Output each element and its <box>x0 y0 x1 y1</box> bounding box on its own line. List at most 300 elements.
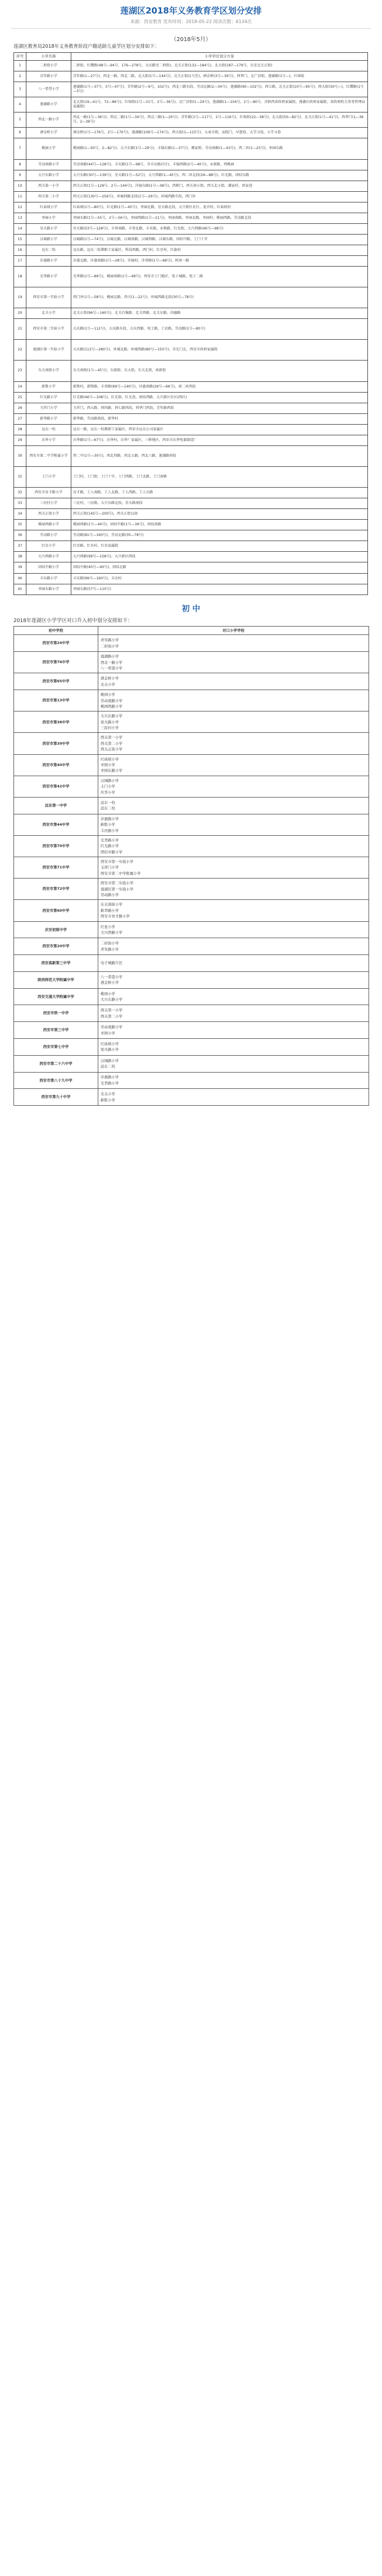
feeder-list <box>98 652 369 673</box>
table-row <box>14 530 368 541</box>
school-name: 庆华小学 <box>26 435 71 445</box>
table-row <box>14 541 368 552</box>
middle-school-name: 西安市第65中学 <box>14 673 98 690</box>
middle-school-name: 西安交通大学附属中学 <box>14 988 98 1005</box>
row-number: 38 <box>14 552 26 562</box>
zone-description: 庆华路(1号—67号)，庆华村，庆华厂家属区，三桥地区，西安市庆华电器制造厂 <box>71 435 368 445</box>
middle-school-name: 西安市第72中学 <box>14 879 98 900</box>
zone-description: 西关正街(1号—129号，2号—144号)，沣镐东路(1号—38号)，西梢门，西关南小街，西关北小街，潘家村，雷家巷 <box>71 181 368 191</box>
feeder-school: 沣惠路小学 <box>101 1075 119 1080</box>
middle-school-name: 远东第一中学 <box>14 797 98 814</box>
table-row <box>14 938 369 955</box>
table-row <box>14 234 368 245</box>
middle-school-name: 西安市第40中学 <box>14 754 98 776</box>
table-row <box>14 1072 369 1089</box>
feeder-school: 西安市第一实验小学 <box>101 859 134 864</box>
feeder-list <box>98 673 369 690</box>
middle-section-heading: 初 中 <box>181 604 201 614</box>
row-number: 8 <box>14 159 26 170</box>
feeder-school: 二府街小学 <box>101 941 119 946</box>
feeder-list <box>98 879 369 900</box>
zone-description: 大兴西路(99号—158号)，大兴新区西段 <box>71 552 368 562</box>
feeder-list <box>98 754 369 776</box>
table-row <box>14 562 368 573</box>
feeder-school: 土门小学 <box>101 784 115 789</box>
table-row <box>14 988 369 1005</box>
row-number: 37 <box>14 541 26 552</box>
feeder-school: 洒金桥小学 <box>101 676 119 681</box>
row-number: 30 <box>14 445 26 466</box>
zone-description: 玉祥门，西五路，西四路，西七路西段，西华门西段，青年路西段 <box>71 403 368 413</box>
table-row <box>14 488 368 498</box>
zone-description: 新华路，劳动路南段，新华村 <box>71 413 368 424</box>
table-row <box>14 879 369 900</box>
feeder-school: 桃园西路小学 <box>101 704 122 709</box>
zone-description: 枣园东路(57号—110号) <box>71 584 368 595</box>
middle-school-name: 西安市铁一中学 <box>14 1005 98 1022</box>
row-number: 4 <box>14 97 26 112</box>
feeder-school: 红光路小学 <box>101 844 119 849</box>
table-row <box>14 381 368 392</box>
feeder-school: 光华路小学 <box>101 837 119 843</box>
feeder-school: 西安市第二中学附属小学 <box>101 871 141 876</box>
school-name: 红星小学 <box>26 541 71 552</box>
zone-description: 新胜村，新胜路，丰登路(69号—140号)，沣惠南路(29号—66号)，南二环西段 <box>71 381 368 392</box>
school-name: 丰庆路小学 <box>26 573 71 584</box>
feeder-list <box>98 835 369 857</box>
zone-description: 西二中(1号—30号)，西北四路，西北五路，西北六路，莲湖路西段 <box>71 445 368 466</box>
table-row <box>14 413 368 424</box>
row-number: 27 <box>14 413 26 424</box>
middle-school-name: 西安市第76中学 <box>14 652 98 673</box>
middle-school-name: 西安市第20中学 <box>14 938 98 955</box>
row-number: 1 <box>14 60 26 71</box>
feeder-school: 远东二校 <box>101 806 115 811</box>
zone-description: 北大街(19—41号，72—86号)，红埠街(1号—31号，2号—36号)，北广济街(1—29号)，莲湖路(1—104号，2号—80号，含陕西省政府家属院、莲湖区政府家属院、省政府机关事务管理局家属院) <box>71 97 368 112</box>
table-row <box>14 287 368 308</box>
school-name: 二府街小学 <box>26 60 71 71</box>
table-row <box>14 498 368 509</box>
feeder-school: 沣惠路小学 <box>101 816 119 821</box>
table-row <box>14 1005 369 1022</box>
row-number: 24 <box>14 381 26 392</box>
table-row <box>14 319 368 340</box>
feeder-school: 远东二校 <box>101 1064 115 1069</box>
row-number: 18 <box>14 267 26 287</box>
feeder-school: 大兴东路小学 <box>101 997 122 1002</box>
school-name: 洒金桥小学 <box>26 128 71 138</box>
table-row <box>14 673 369 690</box>
feeder-school: 西安市育才路小学 <box>101 914 130 919</box>
feeder-list <box>98 814 369 835</box>
feeder-school: 二府街小学 <box>101 643 119 648</box>
zone-description: 西北一路(1号—36号)，西北二路(1号—34号)，西北三路(1—20号)，青年路(1号—117号，2号—116号)，红埠街(22—38号)，北大街(50—82号)，北关正街(1号—41号)，西华门(1—36号，2—36号) <box>71 112 368 128</box>
table-row <box>14 213 368 223</box>
row-number: 23 <box>14 361 26 381</box>
school-name: 红庙坡小学 <box>26 202 71 213</box>
feeder-school: 汉城路小学 <box>101 1058 119 1063</box>
row-number: 6 <box>14 128 26 138</box>
school-name: 北关小学 <box>26 308 71 319</box>
primary-zone-table <box>13 52 368 595</box>
row-number: 34 <box>14 509 26 520</box>
table-row <box>14 814 369 835</box>
feeder-school: 桃园小学 <box>101 692 115 697</box>
primary-header-row <box>14 53 368 60</box>
school-name: 沣惠路小学 <box>26 256 71 267</box>
table-row <box>14 733 369 754</box>
feeder-list <box>98 1055 369 1072</box>
feeder-school: 枣园东路小学 <box>101 768 122 773</box>
school-name: 西安市第一实验小学 <box>26 287 71 308</box>
feeder-school: 团结中路小学 <box>101 849 122 854</box>
table-row <box>14 223 368 234</box>
table-row <box>14 652 369 673</box>
middle-school-name: 西安市第24中学 <box>14 635 98 652</box>
row-number: 9 <box>14 170 26 181</box>
feeder-school: 洒金桥小学 <box>101 980 119 985</box>
school-name: 红光路小学 <box>26 392 71 403</box>
zone-description: 团结中路(40号—90号)，团结北路 <box>71 562 368 573</box>
feeder-school: 西北一路小学 <box>101 660 122 665</box>
table-row <box>14 128 368 138</box>
row-number: 35 <box>14 520 26 530</box>
feeder-list <box>98 988 369 1005</box>
zone-description: 大庆路(1号—112号)，大庆路东段，大庆西路，电工路，工农路，劳动路(1号—80号) <box>71 319 368 340</box>
row-number: 16 <box>14 245 26 256</box>
middle-zone-table <box>13 626 369 1106</box>
date-line: （2018年5月） <box>171 37 211 43</box>
table-row <box>14 82 368 97</box>
feeder-list <box>98 971 369 988</box>
table-row <box>14 112 368 128</box>
feeder-school: 星火路小学 <box>101 1047 119 1052</box>
row-number: 13 <box>14 213 26 223</box>
school-name: 劳动南路小学 <box>26 159 71 170</box>
row-number: 20 <box>14 308 26 319</box>
middle-school-name: 西安市第70中学 <box>14 835 98 857</box>
table-row <box>14 138 368 159</box>
school-name: 大兴东路小学 <box>26 170 71 181</box>
row-number: 22 <box>14 340 26 361</box>
feeder-school: 新胜小学 <box>101 822 115 827</box>
feeder-school: 红星小学 <box>101 924 115 929</box>
table-row <box>14 1055 369 1072</box>
row-number: 19 <box>14 287 26 308</box>
school-name: 东关南街小学 <box>26 361 71 381</box>
zone-description: 劳动路(81号—160号)，劳动北路(35—78号) <box>71 530 368 541</box>
header-school: 小学名称 <box>26 53 71 60</box>
zone-description: 北关正街(96号—160号)，北关自强路，北关西路，北关东路，尚德路 <box>71 308 368 319</box>
feeder-school: 新华路小学 <box>101 908 119 913</box>
feeder-list <box>98 900 369 921</box>
feeder-list <box>98 857 369 879</box>
school-name: 西安市第二中学附属小学 <box>26 445 71 466</box>
zone-description: 土门村，土门街，土门十字，土门西路，土门北路，土门南路 <box>71 466 368 487</box>
school-name: 桃园小学 <box>26 138 71 159</box>
feeder-list <box>98 635 369 652</box>
school-name: 光华路小学 <box>26 267 71 287</box>
zone-description: 大兴东路(30号—139号)，星火路(1号—52号)，大兴西路(1—45号)，西二环北段(26—88号)，红光路，团结东路 <box>71 170 368 181</box>
feeder-school: 玉祥门小学 <box>101 865 119 870</box>
row-number: 5 <box>14 112 26 128</box>
article-meta: 来源：西安教育 发布时间：2018-05-22 阅读次数：6134次 <box>11 19 371 29</box>
lead-paragraph: 莲湖区教育局2018年义务教育阶段户籍适龄儿童学区划分安排如下： <box>13 44 160 49</box>
feeder-school: 青年路小学 <box>101 947 119 952</box>
table-row <box>14 466 368 487</box>
middle-school-name: 西安市第13中学 <box>14 690 98 711</box>
feeder-school: 北关小学 <box>101 682 115 687</box>
table-row <box>14 403 368 413</box>
feeder-list <box>98 921 369 938</box>
table-row <box>14 424 368 435</box>
table-row <box>14 552 368 562</box>
middle-school-name: 西安市第42中学 <box>14 776 98 797</box>
school-name: 劳动路小学 <box>26 530 71 541</box>
feeder-school: 西关正街小学 <box>101 747 122 752</box>
zone-description: 育才路，工人南路，工人北路，工人西路，工人东路 <box>71 488 368 498</box>
feeder-school: 枣园小学 <box>101 763 115 768</box>
school-name: 星火路小学 <box>26 223 71 234</box>
middle-school-name: 陕西师范大学附属中学 <box>14 971 98 988</box>
school-name: 莲湖区第一实验小学 <box>26 340 71 361</box>
row-number: 2 <box>14 71 26 82</box>
school-name: 西北一路小学 <box>26 112 71 128</box>
table-row <box>14 584 368 595</box>
middle-school-name: 西安市第60中学 <box>14 900 98 921</box>
table-row <box>14 797 369 814</box>
school-name: 远东一校 <box>26 424 71 435</box>
school-name: 土门小学 <box>26 466 71 487</box>
school-name: 汉城路小学 <box>26 234 71 245</box>
school-name: 三民村小学 <box>26 498 71 509</box>
feeder-list <box>98 733 369 754</box>
zone-description: 桃园西路(1号—44号)，团结中路(1号—39号)，团结南路 <box>71 520 368 530</box>
zone-description: 枣园东路(1号—55号，2号—56号)，枣园西路(1号—21号)，枣园南路，枣园北路，枣园村，桃园西路，劳动路北段 <box>71 213 368 223</box>
row-number: 3 <box>14 82 26 97</box>
school-name: 西关第一小学 <box>26 181 71 191</box>
table-row <box>14 435 368 445</box>
feeder-list <box>98 711 369 733</box>
feeder-school: 八一希望小学 <box>101 974 122 979</box>
school-name: 新华路小学 <box>26 413 71 424</box>
row-number: 32 <box>14 488 26 498</box>
table-row <box>14 1022 369 1039</box>
zone-description: 西门外(1号—58号)，桃园北路，西关(1—22号)，环城西路北段(30号—78号) <box>71 287 368 308</box>
middle-school-name: 西安市第九十中学 <box>14 1089 98 1106</box>
zone-description: 丰庆路(99号—160号)，丰庆村 <box>71 573 368 584</box>
row-number: 12 <box>14 202 26 213</box>
feeder-school: 桃园小学 <box>101 991 115 996</box>
article <box>0 0 382 1106</box>
table-row <box>14 361 368 381</box>
zone-description: 洒金桥(1号—176号，2号—170号)，莲湖路(106号—174号)，西大街(1—115号)，大麦市街，贡院门，早慈巷，大学习巷，小学习巷 <box>71 128 368 138</box>
feeder-school: 北关小学 <box>101 1092 115 1097</box>
row-number: 25 <box>14 392 26 403</box>
table-row <box>14 202 368 213</box>
feeder-list <box>98 938 369 955</box>
feeder-school: 八一希望小学 <box>101 665 122 670</box>
zone-description: 青年路(1—27号)，西北一路，西北二路，北大街(1号—144号)，北关正街(1号至)，洒金桥(3号—39号)，西华门，北广济街，莲湖路(1号—)，红埠街 <box>71 71 368 82</box>
middle-school-name: 西安市第71中学 <box>14 857 98 879</box>
row-number: 41 <box>14 584 26 595</box>
table-row <box>14 267 368 287</box>
table-row <box>14 60 368 71</box>
feeder-school: 汉城路小学 <box>101 778 119 783</box>
feeder-list <box>98 1072 369 1089</box>
feeder-school: 西关第一小学 <box>101 1008 122 1013</box>
zone-description: 沣惠北路，沣惠南路(1号—28号)，沣镐村，沣登路(1号—68号)，阿房一路 <box>71 256 368 267</box>
feeder-school: 星火路小学 <box>101 719 119 724</box>
middle-header-row <box>14 626 369 635</box>
feeder-school: 丰庆路小学 <box>101 828 119 833</box>
feeder-list <box>98 1022 369 1039</box>
school-name: 八一希望小学 <box>26 82 71 97</box>
feeder-school: 大兴西路小学 <box>101 930 122 935</box>
table-row <box>14 1089 369 1106</box>
row-number: 36 <box>14 530 26 541</box>
feeder-school: 东关南街小学 <box>101 902 122 907</box>
zone-description: 二府街，红缨路(48号—94号、176—278号，大庆路至二府街)，北关正街(132—184号)，北大街(187—179号，东至北关正街) <box>71 60 368 71</box>
feeder-school: 青年路小学 <box>101 638 119 643</box>
feeder-school: 电子城路片区 <box>101 961 122 966</box>
school-name: 西安市育才路小学 <box>26 488 71 498</box>
feeder-school: 西关第一小学 <box>101 735 122 740</box>
zone-description: 远东路，远东二校教职工家属区，科技西路，西门村，红星村，红旗村 <box>71 245 368 256</box>
table-row <box>14 509 368 520</box>
school-name: 西关第二小学 <box>26 191 71 202</box>
middle-section-sub: 2018年莲湖区小学学区对口升入初中划分安排如下： <box>13 618 133 624</box>
zone-description: 西关正街(130号—256号)，环城西路北段(1号—29号)，环城西路中段，西门外 <box>71 191 368 202</box>
feeder-school: 远东一校 <box>101 800 115 805</box>
header-middle-zone: 对口小学学校 <box>98 626 369 635</box>
school-name: 大兴西路小学 <box>26 552 71 562</box>
feeder-school: 西关第二小学 <box>101 741 122 746</box>
feeder-list <box>98 1038 369 1055</box>
table-row <box>14 955 369 972</box>
zone-description: 星火路(53号—128号)，丰登南路，丰登北路，丰禾路，永和路，红光街，大兴西路(46号—98号) <box>71 223 368 234</box>
row-number: 39 <box>14 562 26 573</box>
table-row <box>14 170 368 181</box>
row-number: 33 <box>14 498 26 509</box>
middle-school-name: 庆安初级中学 <box>14 921 98 938</box>
zone-description: 西关正街(145号—200号)，西关正街以南 <box>71 509 368 520</box>
school-name: 青年路小学 <box>26 71 71 82</box>
table-row <box>14 835 369 857</box>
middle-school-name: 西安市第38中学 <box>14 711 98 733</box>
row-number: 15 <box>14 234 26 245</box>
zone-description: 红星路，红星村，红星家属院 <box>71 541 368 552</box>
zone-description: 大庆路(113号—280号)，环城北路，环城西路(80号—150号)，含光门北，西安市政府家属院 <box>71 340 368 361</box>
zone-description: 东关南街(1号—45号)，东新街，东大街，东关北街，南新街 <box>71 361 368 381</box>
table-row <box>14 340 368 361</box>
feeder-school: 大兴东路小学 <box>101 714 122 719</box>
zone-description: 远东一路，远东一校教职工家属区，西安市远东公司家属区 <box>71 424 368 435</box>
table-row <box>14 776 369 797</box>
feeder-list <box>98 1005 369 1022</box>
feeder-school: 三民村小学 <box>101 726 119 731</box>
row-number: 10 <box>14 181 26 191</box>
feeder-school: 枣园小学 <box>101 1030 115 1035</box>
table-row <box>14 159 368 170</box>
table-row <box>14 520 368 530</box>
table-row <box>14 71 368 82</box>
zone-description: 红光路(46号—108号)，红光街，红光巷，团结西路，大兴新区社区(西区) <box>71 392 368 403</box>
row-number: 40 <box>14 573 26 584</box>
table-row <box>14 635 369 652</box>
school-name: 新胜小学 <box>26 381 71 392</box>
row-number: 26 <box>14 403 26 413</box>
feeder-school: 庆华小学 <box>101 790 115 795</box>
school-name: 枣园小学 <box>26 213 71 223</box>
table-row <box>14 857 369 879</box>
school-name: 桃园西路小学 <box>26 520 71 530</box>
middle-school-name: 西安市第八十九中学 <box>14 1072 98 1089</box>
feeder-school: 西关第二小学 <box>101 1014 122 1019</box>
feeder-school: 红庙坡小学 <box>101 1041 119 1046</box>
row-number: 31 <box>14 466 26 487</box>
middle-school-name: 西安市第44中学 <box>14 814 98 835</box>
zone-description: 汉城路(1号—74号)，汉城北路，汉城南路，汉城西路，汉城东路，团结中路，土门十字 <box>71 234 368 245</box>
row-number: 28 <box>14 424 26 435</box>
feeder-school: 莲湖路小学 <box>101 654 119 659</box>
row-number: 11 <box>14 191 26 202</box>
row-number: 29 <box>14 435 26 445</box>
zone-description: 红庙坡(1号—80号)，红光路(1号—45号)，枣园北路，星火路北段，大兴新区社区，龙首村，红庙坡村 <box>71 202 368 213</box>
header-zone: 小学学区划分方案 <box>71 53 368 60</box>
table-row <box>14 392 368 403</box>
feeder-school: 新胜小学 <box>101 1097 115 1102</box>
feeder-school: 光华路小学 <box>101 1080 119 1086</box>
school-name: 远东二校 <box>26 245 71 256</box>
feeder-list <box>98 776 369 797</box>
row-number: 17 <box>14 256 26 267</box>
table-row <box>14 921 369 938</box>
feeder-school: 莲湖区第一实验小学 <box>101 886 134 891</box>
table-row <box>14 900 369 921</box>
table-row <box>14 445 368 466</box>
article-title: 莲湖区2018年义务教育学区划分安排 <box>120 6 262 16</box>
row-number: 21 <box>14 319 26 340</box>
feeder-school: 劳动南路小学 <box>101 698 122 703</box>
school-name: 团结中路小学 <box>26 562 71 573</box>
zone-description: 桃园路(1—93号，2—82号)，大兴东路(1号—29号)，丰镐东路(1—37号)，糜家桥，劳动南路(1—43号)，西二环(1—25号)，枣园东路 <box>71 138 368 159</box>
middle-school-name: 西安市第二十六中学 <box>14 1055 98 1072</box>
table-row <box>14 754 369 776</box>
middle-school-name: 西安高新第三中学 <box>14 955 98 972</box>
zone-description: 劳动南路(44号—128号)，丰庆路(1号—98号，含丰庆路社区)，丰镐西路(2号—40号)，永新路，西桃园 <box>71 159 368 170</box>
feeder-school: 红庙坡小学 <box>101 756 119 762</box>
table-row <box>14 191 368 202</box>
row-number: 7 <box>14 138 26 159</box>
header-middle-school: 初中学校 <box>14 626 98 635</box>
school-name: 枣园东路小学 <box>26 584 71 595</box>
feeder-school: 劳动南路小学 <box>101 1025 122 1030</box>
feeder-school: 劳动路小学 <box>101 893 119 898</box>
table-row <box>14 308 368 319</box>
school-name: 玉祥门小学 <box>26 403 71 413</box>
table-row <box>14 573 368 584</box>
table-row <box>14 256 368 267</box>
table-row <box>14 971 369 988</box>
school-name: 莲湖路小学 <box>26 97 71 112</box>
zone-description: 莲湖路(1号—37号，5号—47号)，青年路(2号—9号，102号)，西北三路东段，劳动北路(2—34号)，莲湖路(90—102号)，西七路，北关正街(10号—95号)，西大街(30号—)，红缨路(1号—5号) <box>71 82 368 97</box>
zone-description: 三民村，三民路，大兴东路北段，星火路南段 <box>71 498 368 509</box>
table-row <box>14 245 368 256</box>
table-row <box>14 690 369 711</box>
school-name: 西关正街小学 <box>26 509 71 520</box>
school-name: 西安市第二实验小学 <box>26 319 71 340</box>
